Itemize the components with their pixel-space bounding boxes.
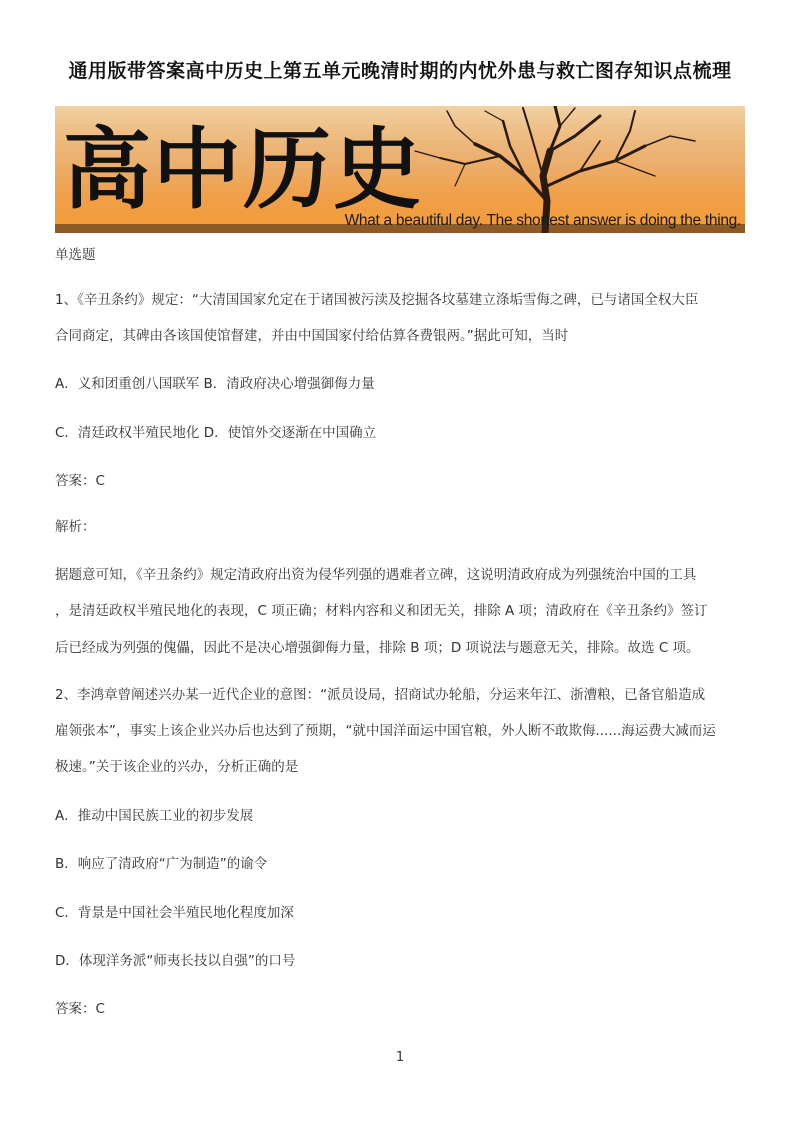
question-2-answer: 答案：C	[55, 1001, 105, 1017]
question-2-stem-line: 雇领张本”，事实上该企业兴办后也达到了预期，“就中国洋面运中国官粮，外人断不敢欺侮......海运费大减而运	[55, 723, 716, 739]
question-2-option-d: D．体现洋务派“师夷长技以自强”的口号	[55, 953, 296, 969]
header-banner	[55, 106, 745, 233]
question-1-analysis-line: 后已经成为列强的傀儡，因此不是决心增强御侮力量，排除 B 项；D 项说法与题意无关，排除。故选 C 项。	[55, 640, 700, 656]
question-2-stem-line: 2、李鸿章曾阐述兴办某一近代企业的意图：“派员设局，招商试办轮船，分运来年江、浙漕粮，已备官船造成	[55, 687, 706, 703]
banner-heading: 高中历史	[63, 117, 424, 221]
question-1-stem-line: 1、《辛丑条约》规定：“大清国国家允定在于诸国被污渎及挖掘各坟墓建立涤垢雪侮之碑，已与诸国全权大臣	[55, 292, 699, 308]
question-1-stem-line: 合同商定，其碑由各该国使馆督建，并由中国国家付给估算各费银两。”据此可知，当时	[55, 328, 569, 344]
question-1-options-line: A．义和团重创八国联军 B．清政府决心增强御侮力量	[55, 376, 375, 392]
question-2-option-a: A．推动中国民族工业的初步发展	[55, 808, 254, 824]
question-1-analysis-line: ，是清廷政权半殖民地化的表现，C 项正确；材料内容和义和团无关，排除 A 项；清政府在《辛丑条约》签订	[55, 603, 708, 619]
banner-slogan: What a beautiful day. The shortest answer is doing the thing.	[344, 212, 741, 229]
section-label: 单选题	[55, 247, 96, 263]
question-1-answer: 答案：C	[55, 473, 105, 489]
question-1-options-line: C．清廷政权半殖民地化 D．使馆外交逐渐在中国确立	[55, 425, 377, 441]
question-1-analysis-label: 解析：	[55, 519, 96, 535]
document-title: 通用版带答案高中历史上第五单元晚清时期的内忧外患与救亡图存知识点梳理	[68, 60, 732, 82]
question-2-option-b: B．响应了清政府“广为制造”的谕令	[55, 856, 268, 872]
page-number: 1	[395, 1050, 405, 1065]
question-1-analysis-line: 据题意可知，《辛丑条约》规定清政府出资为侵华列强的遇难者立碑，这说明清政府成为列强统治中国的工具	[55, 567, 697, 583]
question-2-option-c: C．背景是中国社会半殖民地化程度加深	[55, 905, 294, 921]
question-2-stem-line: 极速。”关于该企业的兴办，分析正确的是	[55, 759, 299, 775]
